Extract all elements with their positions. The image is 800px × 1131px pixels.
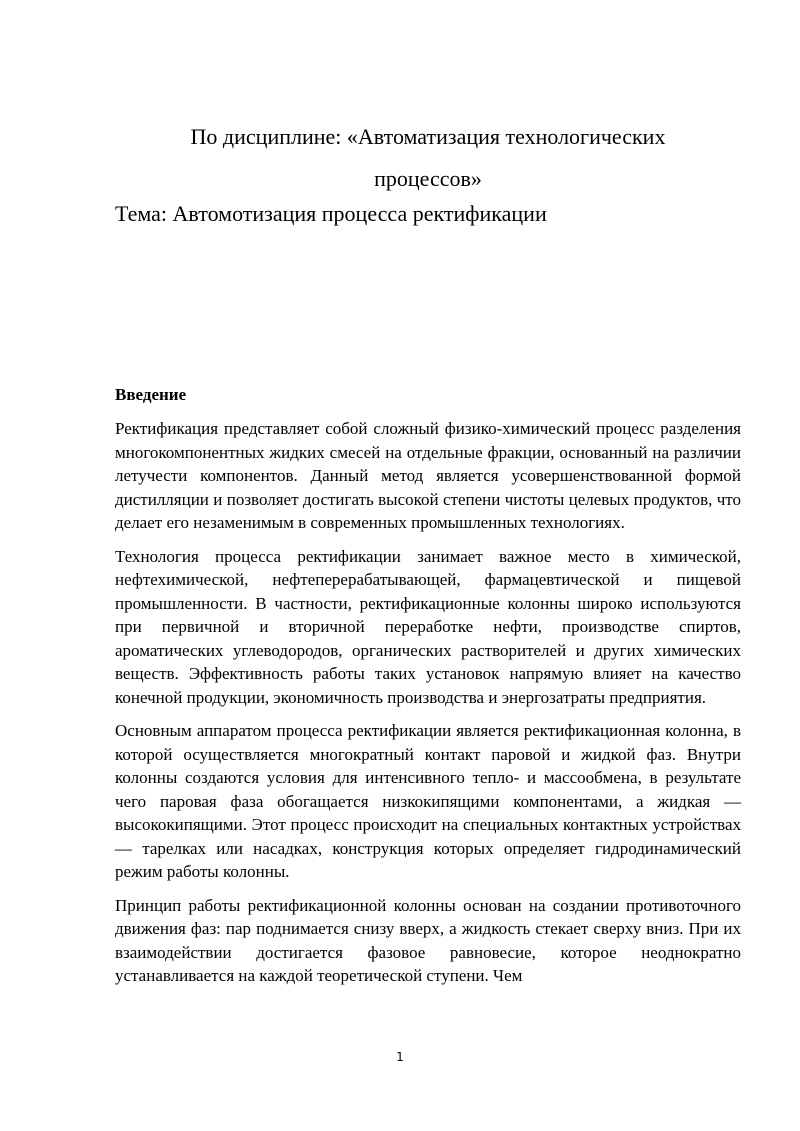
paragraph-4: Принцип работы ректификационной колонны основан на создании противоточного движения фаз: пар поднимается снизу вверх, а жидкость стекает сверху вниз. При их взаимодействии достигается фазовое равновесие, которое неоднократно устанавливается на каждой теоретической ступени. Чем xyxy=(115,895,741,985)
discipline-title-line1: По дисциплине: «Автоматизация технологических xyxy=(190,124,666,149)
page-number: 1 xyxy=(396,1050,404,1064)
paragraph-2: Технология процесса ректификации занимает важное место в химической, нефтехимической, нефтеперерабатывающей, фармацевтической и пищевой промышленности. В частности, ректификационные колонны широко используются при первичной и вторичной переработке нефти, производстве спиртов, ароматических углеводородов, органических растворителей и других химических веществ. Эффективность работы таких установок напрямую влияет на качество конечной продукции, экономичность производства и энергозатраты предприятия. xyxy=(115,546,741,707)
intro-heading: Введение xyxy=(115,385,187,404)
discipline-title xyxy=(115,116,741,200)
paragraph-1: Ректификация представляет собой сложный физико-химический процесс разделения многокомпонентных жидких смесей на отдельные фракции, основанный на различии летучести компонентов. Данный метод является усовершенствованной формой дистилляции и позволяет достигать высокой степени чистоты целевых продуктов, что делает его незаменимым в современных промышленных технологиях. xyxy=(115,419,741,532)
discipline-title-line2: процессов» xyxy=(374,166,482,191)
intro-body xyxy=(115,417,741,998)
topic-title: Тема: Автомотизация процесса ректификации xyxy=(115,201,547,226)
paragraph-3: Основным аппаратом процесса ректификации является ректификационная колонна, в которой осуществляется многократный контакт паровой и жидкой фаз. Внутри колонны создаются условия для интенсивного тепло- и массообмена, в результате чего паровая фаза обогащается низкокипящими компонентами, а жидкая — высококипящими. Этот процесс происходит на специальных контактных устройствах — тарелках или насадках, конструкция которых определяет гидродинамический режим работы колонны. xyxy=(115,721,741,881)
